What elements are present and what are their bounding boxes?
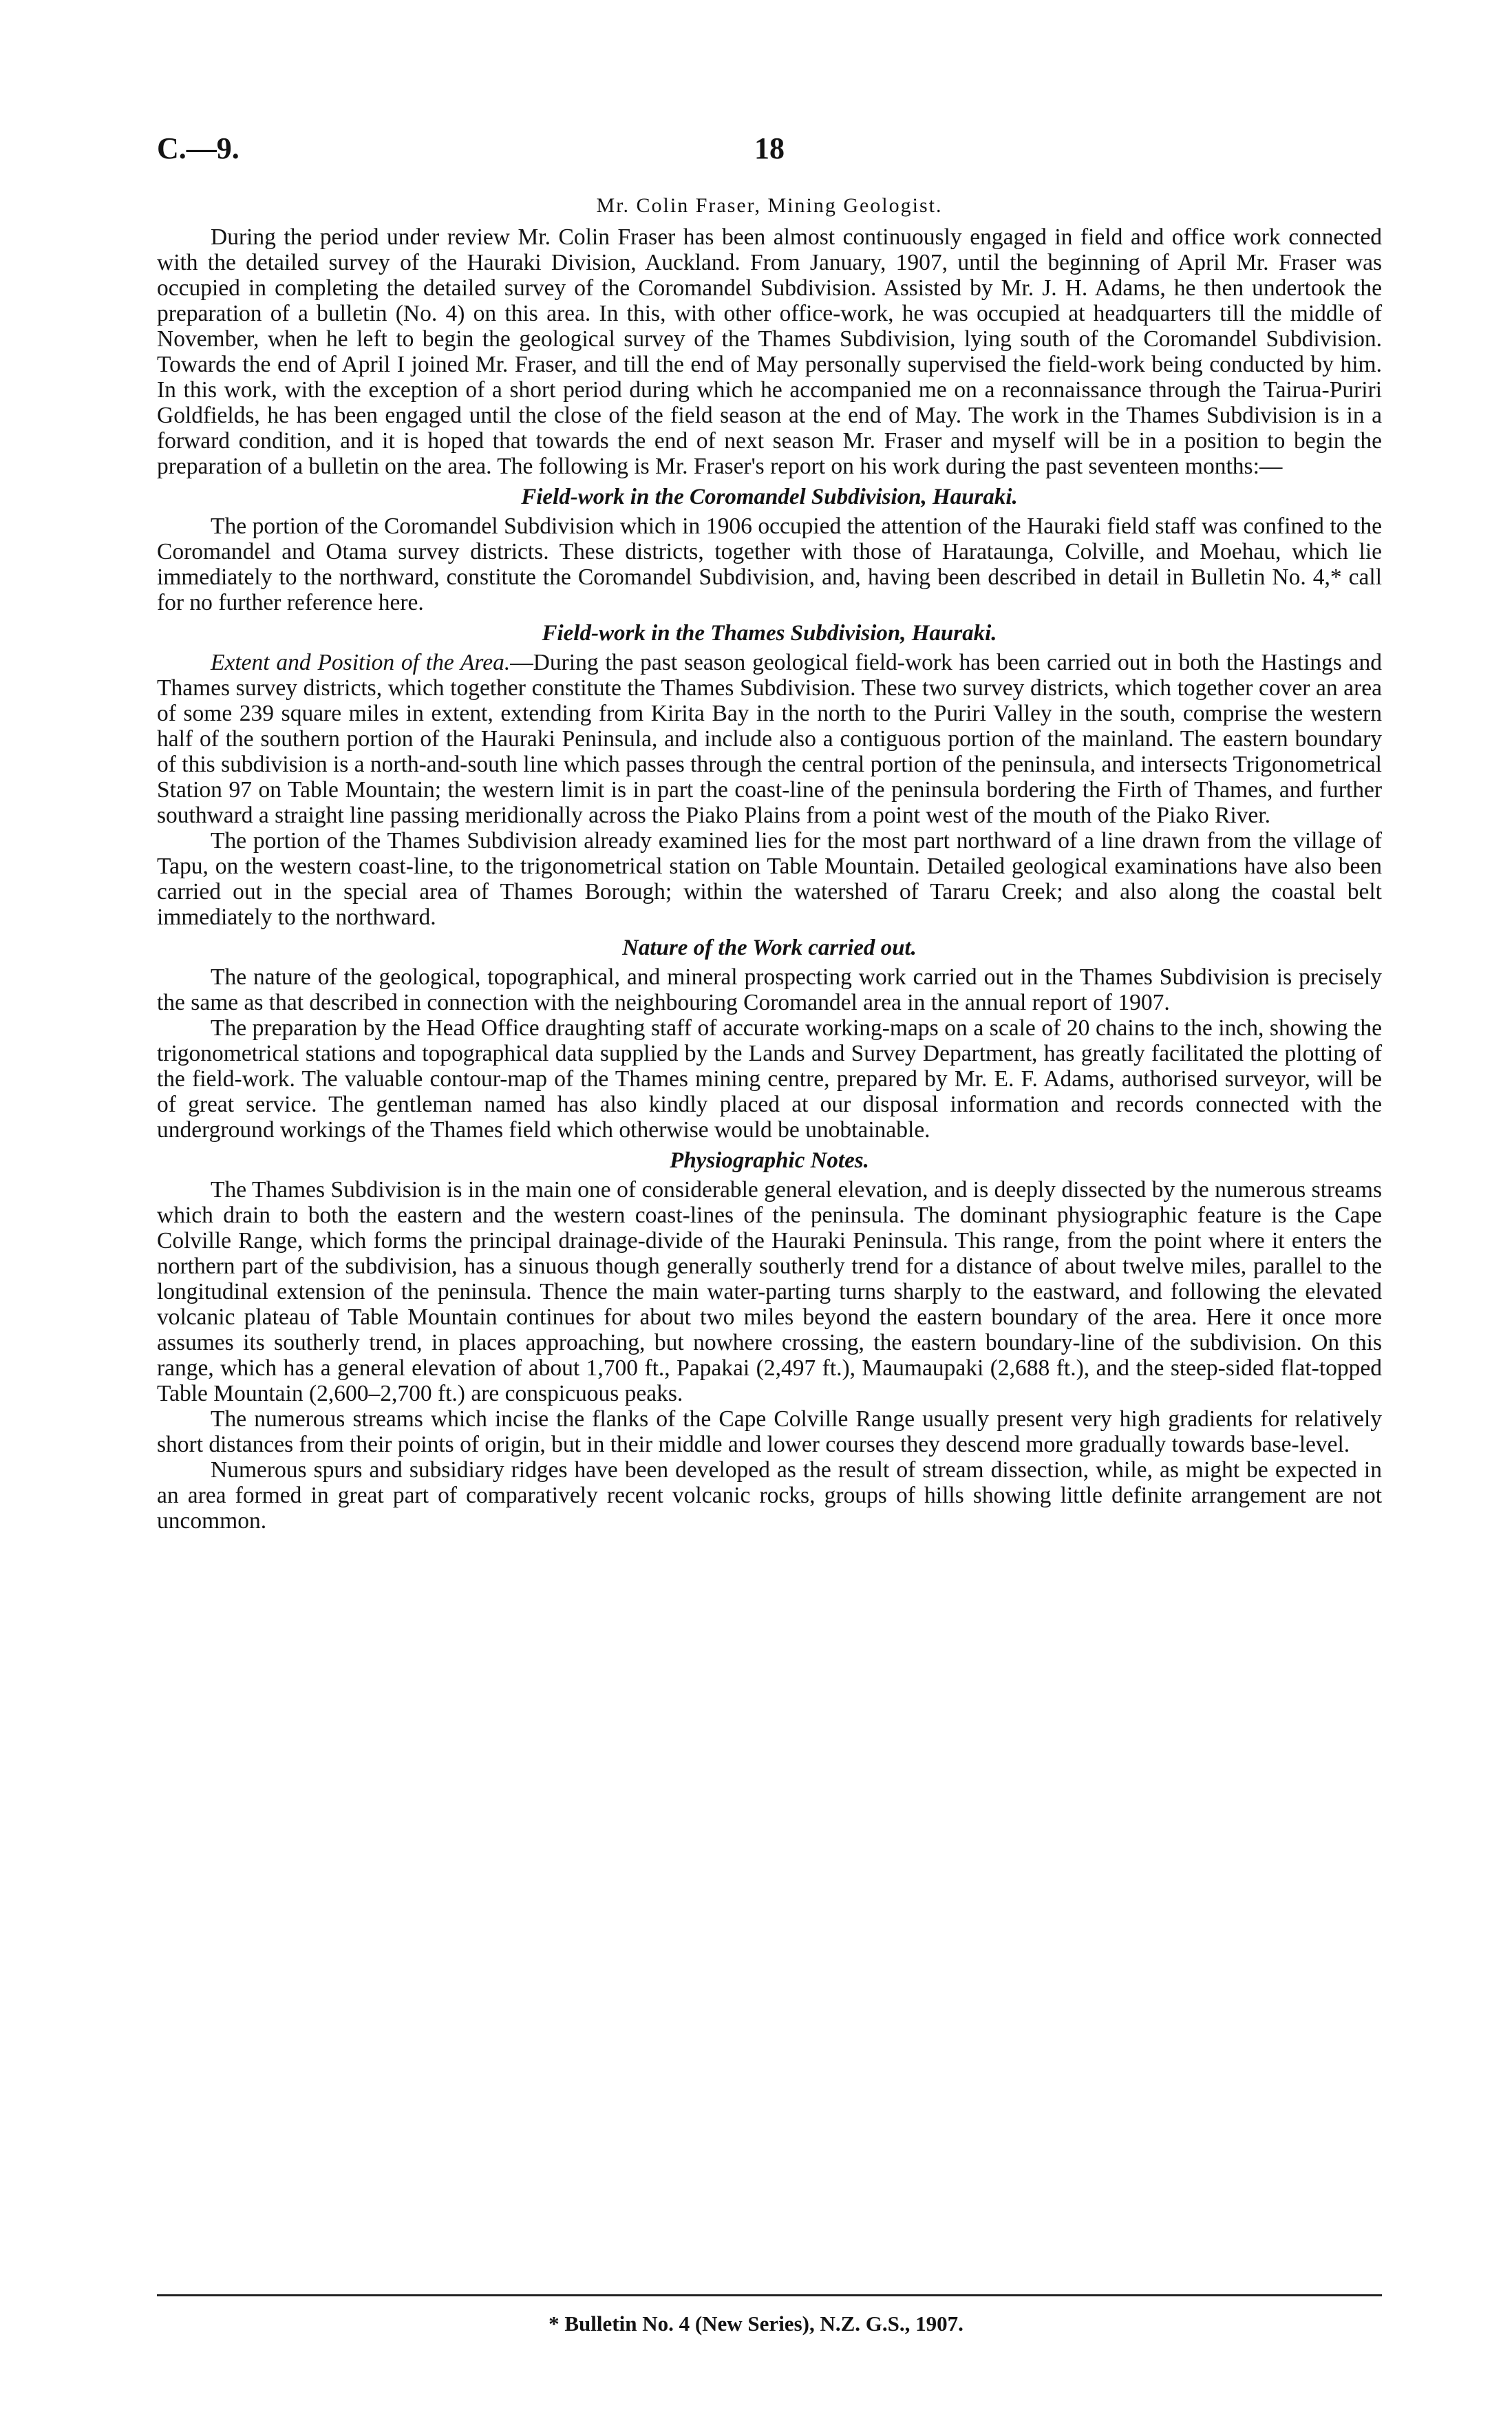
intro-paragraph: During the period under review Mr. Colin Fraser has been almost continuously engaged in field and office work connected with the detailed survey of the Hauraki Division, Auckland. From January, 1907, until the beginning of April Mr. Fraser was occupied in completing the detailed survey of the Coromandel Subdivision. Assisted by Mr. J. H. Adams, he then undertook the preparation of a bulletin (No. 4) on this area. In this, with other office-work, he was occupied at headquarters till the middle of November, when he left to begin the geological survey of the Thames Subdivision, lying south of the Coromandel Subdivision. Towards the end of April I joined Mr. Fraser, and till the end of May personally supervised the field-work being conducted by him. In this work, with the exception of a short period during which he accompanied me on a reconnaissance through the Tairua-Puriri Goldfields, he has been engaged until the close of the field season at the end of May. The work in the Thames Subdivision is in a forward condition, and it is hoped that towards the end of next season Mr. Fraser and myself will be in a position to begin the preparation of a bulletin on the area. The following is Mr. Fraser's report on his work during the past seventeen months:— xyxy=(157,224,1382,479)
paragraph-physio-3: Numerous spurs and subsidiary ridges have been developed as the result of stream dissection, while, as might be expected in an area formed in great part of comparatively recent volcanic rocks, groups of hills showing little definite arrangement are not uncommon. xyxy=(157,1457,1382,1534)
section-title: Mr. Colin Fraser, Mining Geologist. xyxy=(596,194,943,217)
paragraph-coromandel: The portion of the Coromandel Subdivision which in 1906 occupied the attention of the Hauraki field staff was confined to the Coromandel and Otama survey districts. These districts, together with those of Harataunga, Colville, and Moehau, which lie immediately to the northward, constitute the Coromandel Subdivision, and, having been described in detail in Bulletin No. 4,* call for no further reference here. xyxy=(157,514,1382,615)
paragraph-nature-1: The nature of the geological, topographical, and mineral prospecting work carried out in the Thames Subdivision is precisely the same as that described in connection with the neighbouring Coromandel area in the annual report of 1907. xyxy=(157,964,1382,1015)
document-reference: C.—9. xyxy=(157,131,239,165)
heading-physiographic: Physiographic Notes. xyxy=(670,1148,869,1173)
paragraph-extent xyxy=(157,650,1382,828)
paragraph-lead: Extent and Position of the Area. xyxy=(211,650,511,675)
heading-nature: Nature of the Work carried out. xyxy=(622,935,917,960)
body-text xyxy=(157,194,1382,1534)
page-header xyxy=(157,131,1382,179)
paragraph-extent-text: —During the past season geological field-work has been carried out in both the Hastings and Thames survey districts, which together constitute the Thames Subdivision. These two survey districts, which together cover an area of some 239 square miles in extent, extending from Kirita Bay in the north to the Puriri Valley in the south, comprise the western half of the southern portion of the Hauraki Peninsula, and include also a contiguous portion of the mainland. The eastern boundary of this subdivision is a north-and-south line which passes through the central portion of the peninsula, and intersects Trigonometrical Station 97 on Table Mountain; the western limit is in part the coast-line of the peninsula bordering the Firth of Thames, and further southward a straight line passing meridionally across the Piako Plains from a point west of the mouth of the Piako River. xyxy=(157,650,1382,828)
page-number: 18 xyxy=(754,131,785,165)
paragraph-portion: The portion of the Thames Subdivision already examined lies for the most part northward of a line drawn from the village of Tapu, on the western coast-line, to the trigonometrical station on Table Mountain. Detailed geological examinations have also been carried out in the special area of Thames Borough; within the watershed of Tararu Creek; and also along the coastal belt immediately to the northward. xyxy=(157,828,1382,930)
paragraph-nature-2: The preparation by the Head Office draughting staff of accurate working-maps on a scale of 20 chains to the inch, showing the trigonometrical stations and topographical data supplied by the Lands and Survey Department, has greatly facilitated the plotting of the field-work. The valuable contour-map of the Thames mining centre, prepared by Mr. E. F. Adams, authorised surveyor, will be of great service. The gentleman named has also kindly placed at our disposal information and records connected with the underground workings of the Thames field which otherwise would be unobtainable. xyxy=(157,1015,1382,1143)
heading-thames: Field-work in the Thames Subdivision, Hauraki. xyxy=(542,621,997,646)
paragraph-physio-2: The numerous streams which incise the flanks of the Cape Colville Range usually present very high gradients for relatively short distances from their points of origin, but in their middle and lower courses they descend more gradually towards base-level. xyxy=(157,1406,1382,1457)
footnote: * Bulletin No. 4 (New Series), N.Z. G.S., 1907. xyxy=(549,2311,963,2336)
paragraph-physio-1: The Thames Subdivision is in the main one of considerable general elevation, and is deeply dissected by the numerous streams which drain to both the eastern and the western coast-lines of the peninsula. The dominant physiographic feature is the Cape Colville Range, which forms the principal drainage-divide of the Hauraki Peninsula. This range, from the point where it enters the northern part of the subdivision, has a sinuous though generally southerly trend for a distance of about twelve miles, parallel to the longitudinal extension of the peninsula. Thence the main water-parting turns sharply to the eastward, and following the elevated volcanic plateau of Table Mountain continues for about two miles beyond the eastern boundary of the area. Here it once more assumes its southerly trend, in places approaching, but nowhere crossing, the eastern boundary-line of the subdivision. On this range, which has a general elevation of about 1,700 ft., Papakai (2,497 ft.), Maumaupaki (2,688 ft.), and the steep-sided flat-topped Table Mountain (2,600–2,700 ft.) are conspicuous peaks. xyxy=(157,1177,1382,1406)
footnote-divider xyxy=(157,2294,1382,2296)
heading-coromandel: Field-work in the Coromandel Subdivision, Hauraki. xyxy=(521,485,1018,509)
